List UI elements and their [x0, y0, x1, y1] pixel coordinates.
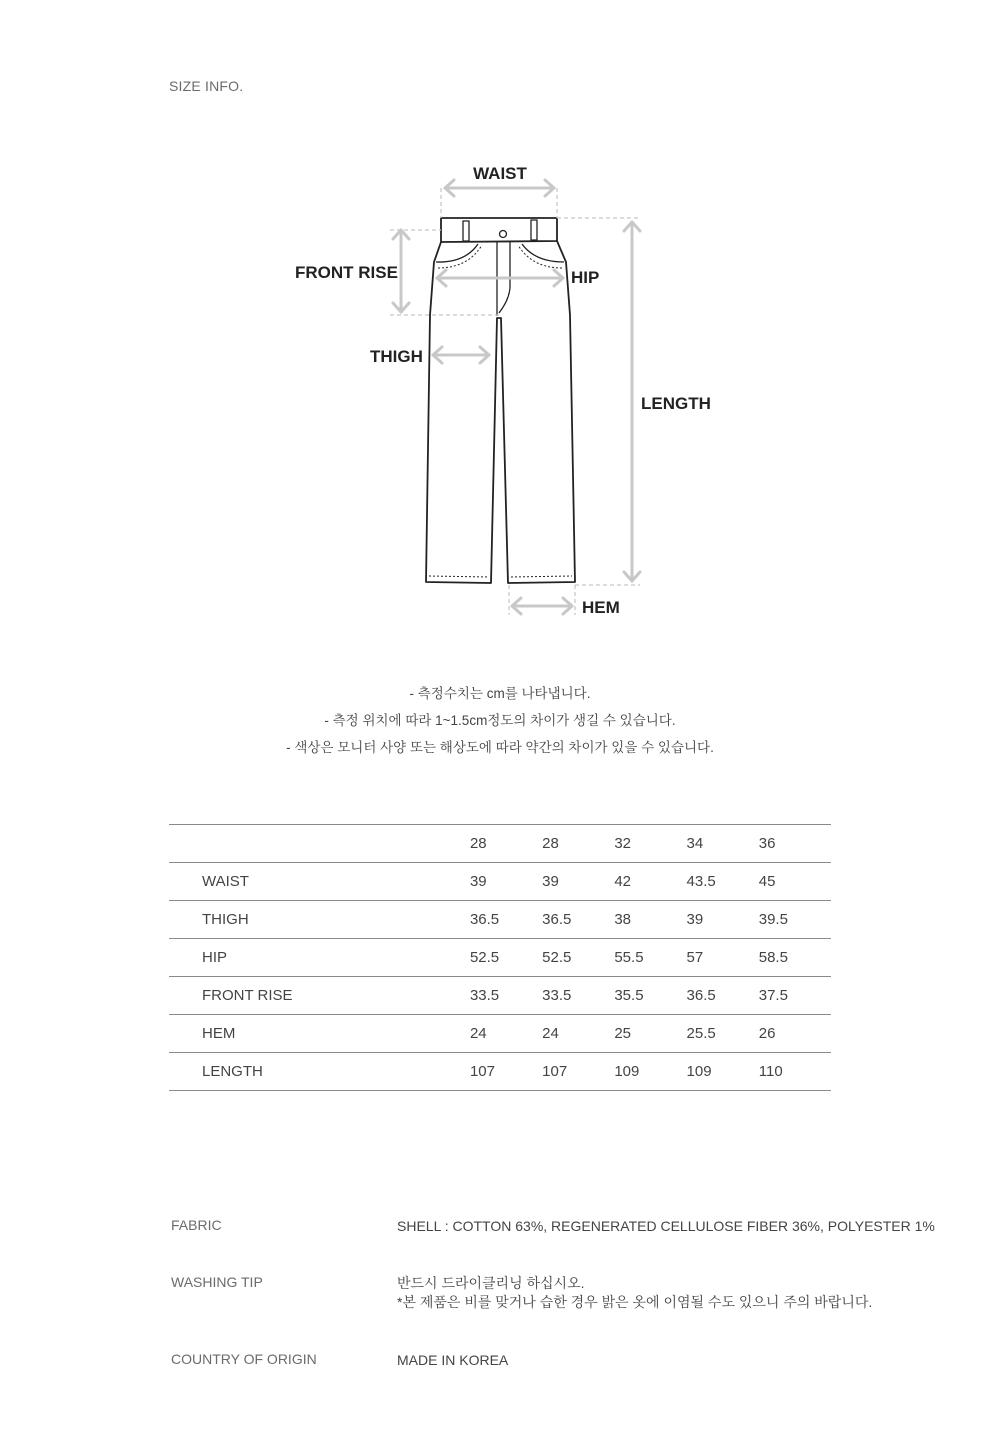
table-row [169, 1015, 831, 1053]
table-cell: 43.5 [687, 863, 759, 901]
table-cell: 107 [470, 1053, 542, 1091]
row-label: HIP [169, 939, 470, 977]
table-cell: 39 [687, 901, 759, 939]
table-cell: 25 [614, 1015, 686, 1053]
table-cell: 33.5 [542, 977, 614, 1015]
washing-line: *본 제품은 비를 맞거나 습한 경우 밝은 옷에 이염될 수도 있으니 주의 바랍니다. [397, 1294, 873, 1310]
table-cell: 36.5 [470, 901, 542, 939]
table-cell: 109 [614, 1053, 686, 1091]
table-row [169, 863, 831, 901]
row-label: HEM [169, 1015, 470, 1053]
table-row [169, 939, 831, 977]
table-cell: 39 [542, 863, 614, 901]
header-cell: 34 [687, 825, 759, 863]
table-cell: 35.5 [614, 977, 686, 1015]
table-cell: 58.5 [759, 939, 831, 977]
table-row [169, 1053, 831, 1091]
header-cell: 36 [759, 825, 831, 863]
fabric-label: FABRIC [171, 1217, 222, 1233]
table-cell: 38 [614, 901, 686, 939]
row-label: LENGTH [169, 1053, 470, 1091]
table-cell: 109 [687, 1053, 759, 1091]
pants-size-diagram [0, 0, 1000, 660]
washing-label: WASHING TIP [171, 1274, 263, 1290]
label-hem: HEM [582, 598, 620, 617]
table-cell: 52.5 [470, 939, 542, 977]
size-table [169, 824, 831, 1091]
table-cell: 110 [759, 1053, 831, 1091]
table-cell: 33.5 [470, 977, 542, 1015]
row-label: WAIST [169, 863, 470, 901]
table-cell: 24 [470, 1015, 542, 1053]
section-title: SIZE INFO. [169, 78, 244, 94]
washing-value [397, 1274, 872, 1312]
fabric-value: SHELL : COTTON 63%, REGENERATED CELLULOSE FIBER 36%, POLYESTER 1% [397, 1218, 935, 1234]
measurement-guides [390, 188, 640, 615]
note-line: - 측정수치는 cm를 나타냅니다. [409, 686, 591, 701]
label-hip: HIP [571, 268, 600, 287]
label-thigh: THIGH [370, 347, 423, 366]
table-cell: 42 [614, 863, 686, 901]
header-cell [169, 825, 470, 863]
measurement-arrows [393, 180, 640, 614]
hip-arrow [437, 270, 563, 286]
origin-value: MADE IN KOREA [397, 1352, 509, 1368]
table-cell: 36.5 [542, 901, 614, 939]
washing-line: 반드시 드라이클리닝 하십시오. [397, 1275, 585, 1291]
note-line: - 측정 위치에 따라 1~1.5cm정도의 차이가 생길 수 있습니다. [324, 713, 676, 728]
label-waist: WAIST [473, 164, 527, 183]
size-header-row [169, 825, 831, 863]
measurement-notes [0, 680, 1000, 761]
table-cell: 39.5 [759, 901, 831, 939]
table-cell: 37.5 [759, 977, 831, 1015]
row-label: THIGH [169, 901, 470, 939]
thigh-arrow [433, 347, 489, 363]
pants-illustration [426, 218, 575, 583]
label-front-rise: FRONT RISE [295, 263, 398, 282]
row-label: FRONT RISE [169, 977, 470, 1015]
table-cell: 55.5 [614, 939, 686, 977]
origin-label: COUNTRY OF ORIGIN [171, 1351, 317, 1367]
table-cell: 107 [542, 1053, 614, 1091]
table-cell: 52.5 [542, 939, 614, 977]
header-cell: 28 [542, 825, 614, 863]
table-cell: 26 [759, 1015, 831, 1053]
table-cell: 57 [687, 939, 759, 977]
table-cell: 25.5 [687, 1015, 759, 1053]
table-row [169, 901, 831, 939]
header-cell: 28 [470, 825, 542, 863]
header-cell: 32 [614, 825, 686, 863]
table-row [169, 977, 831, 1015]
table-cell: 24 [542, 1015, 614, 1053]
length-arrow [624, 222, 640, 581]
hem-arrow [512, 598, 572, 614]
note-line: - 색상은 모니터 사양 또는 해상도에 따라 약간의 차이가 있을 수 있습니다. [286, 740, 714, 755]
table-cell: 36.5 [687, 977, 759, 1015]
table-cell: 39 [470, 863, 542, 901]
label-length: LENGTH [641, 394, 711, 413]
table-cell: 45 [759, 863, 831, 901]
